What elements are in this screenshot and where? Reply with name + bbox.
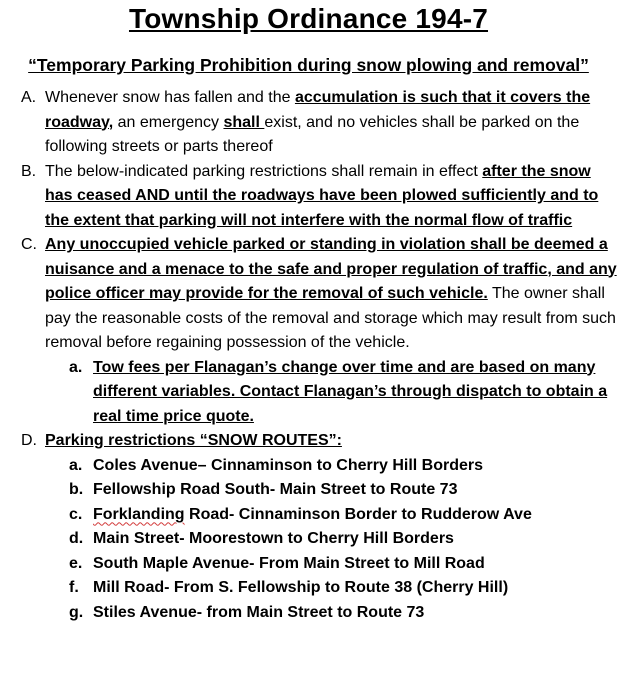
item-marker: C. [21,236,37,253]
item-a-text-2: accumulation is such that it covers the roadway, [45,89,591,131]
ordinance-item-c [0,233,617,429]
page-title: Township Ordinance 194-7 [128,3,489,34]
item-b-text-2: after the snow has ceased AND until the roadways have been plowed sufficiently and to the extent that parking will not interfere with the normal flow of traffic [45,162,599,229]
list-item [45,454,617,479]
item-marker: B. [21,162,37,180]
snow-routes-heading: Parking restrictions “SNOW ROUTES”: [45,432,342,449]
ordinance-item-d [0,429,617,625]
item-a-text-5: exist, and no vehicles shall be parked on the following streets or parts thereof [45,113,580,155]
list-item [45,503,617,528]
item-marker: a. [69,456,83,474]
list-item [45,527,617,552]
page-subtitle: “Temporary Parking Prohibition during snow plowing and removal” [28,55,589,75]
item-marker: d. [69,530,84,547]
tow-fee-list [45,356,617,430]
route-text: Fellowship Road South- Main Street to Route 73 [93,481,458,498]
list-item [45,356,617,430]
tow-fee-text: Tow fees per Flanagan’s change over time and are based on many different variables. Contact Flanagan’s through dispatch to obtain a real time price quote. [93,358,608,425]
spellcheck-flagged-word: Forklanding [93,505,185,523]
route-text: Coles Avenue– Cinnaminson to Cherry Hill Borders [93,456,484,474]
ordinance-item-b [0,160,617,234]
route-text: South Maple Avenue- From Main Street to Mill Road [93,554,485,572]
route-text: Stiles Avenue- from Main Street to Route 73 [93,603,425,621]
item-a-text-1: Whenever snow has fallen and the [45,89,295,106]
item-c-text-1: Any unoccupied vehicle parked or standing in violation shall be deemed a nuisance and a menace to the safe and proper regulation of traffic, and any police officer may provide for the removal of such vehicle. [45,236,617,302]
item-a-text-4: shall [223,113,265,131]
item-marker: D. [21,432,37,449]
item-marker: c. [69,505,83,523]
item-c-text-2: The owner shall pay the reasonable costs of the removal and storage which may result from such removal before regaining possession of the vehicle. [45,285,616,351]
item-a-text-3: an emergency [113,113,224,131]
list-item [45,552,617,577]
item-b-text-1: The below-indicated parking restrictions shall remain in effect [45,162,483,180]
item-marker: a. [69,358,83,376]
item-marker: f. [69,579,79,596]
ordinance-item-a [0,86,617,160]
list-item [45,601,617,626]
item-marker: b. [69,481,84,498]
item-marker: g. [69,603,84,621]
route-text: Mill Road- From S. Fellowship to Route 38 (Cherry Hill) [93,579,509,596]
route-text: Main Street- Moorestown to Cherry Hill Borders [93,530,454,547]
document-page [0,2,629,699]
snow-routes-list [45,454,617,626]
ordinance-list [0,86,617,625]
list-item [45,478,617,503]
list-item [45,576,617,601]
item-marker: A. [21,89,37,106]
route-text: Road- Cinnaminson Border to Rudderow Ave [184,505,532,523]
item-marker: e. [69,554,83,572]
